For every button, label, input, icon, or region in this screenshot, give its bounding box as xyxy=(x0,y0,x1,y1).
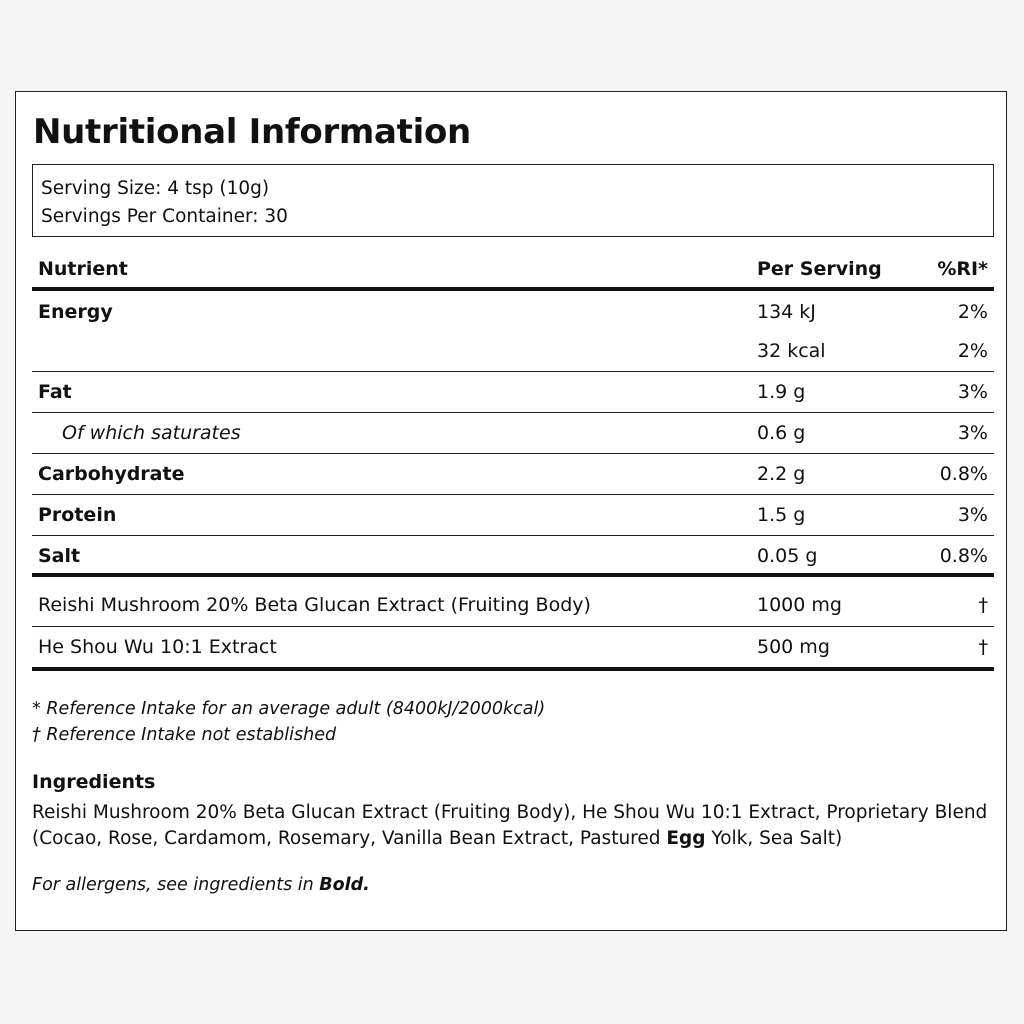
header-per-serving: Per Serving xyxy=(757,258,882,280)
nutrient-name: Carbohydrate xyxy=(38,463,185,485)
per-serving-value: 32 kcal xyxy=(757,340,826,362)
allergen-note xyxy=(32,872,370,898)
allergen-note-bold: Bold. xyxy=(319,875,370,895)
per-serving-value: 0.6 g xyxy=(757,422,806,444)
footnotes xyxy=(32,696,545,748)
table-row-energy-kcal xyxy=(32,332,994,372)
table-header-row xyxy=(32,249,994,291)
table-row-protein xyxy=(32,495,994,536)
table-row-saturates xyxy=(32,413,994,454)
ri-value: † xyxy=(978,636,988,658)
allergen-highlight: Egg xyxy=(666,828,706,849)
ingredients-heading: Ingredients xyxy=(32,771,156,793)
servings-per-container: Servings Per Container: 30 xyxy=(41,206,288,227)
nutrition-table xyxy=(32,249,994,671)
per-serving-value: 1000 mg xyxy=(757,594,842,616)
dagger-footnote: † Reference Intake not established xyxy=(32,725,337,745)
ingredients-list xyxy=(32,800,992,852)
ri-value: 2% xyxy=(957,301,988,323)
per-serving-value: 134 kJ xyxy=(757,301,816,323)
nutrient-name: Energy xyxy=(38,301,113,323)
per-serving-value: 1.5 g xyxy=(757,504,806,526)
ri-value: 3% xyxy=(957,504,988,526)
per-serving-value: 0.05 g xyxy=(757,545,818,567)
per-serving-value: 500 mg xyxy=(757,636,830,658)
table-row-fat xyxy=(32,372,994,413)
table-row-carbohydrate xyxy=(32,454,994,495)
nutrient-name: Salt xyxy=(38,545,81,567)
nutrient-name: Fat xyxy=(38,381,72,403)
ri-footnote: * Reference Intake for an average adult (8400kJ/2000kcal) xyxy=(32,699,546,719)
ingredients-text-end: Yolk, Sea Salt) xyxy=(705,828,843,849)
nutrient-name: Reishi Mushroom 20% Beta Glucan Extract (Fruiting Body) xyxy=(38,594,591,616)
table-row-he-shou-wu-extract xyxy=(32,627,994,671)
header-nutrient: Nutrient xyxy=(38,258,128,280)
serving-info-box xyxy=(32,164,994,237)
nutrient-name: Protein xyxy=(38,504,117,526)
nutrition-panel xyxy=(15,91,1007,931)
ingredients-text-start: Reishi Mushroom 20% Beta Glucan Extract (Fruiting Body), He Shou Wu 10:1 Extract, Proprietary Blend (Cocao, Rose, Cardamom, Rosemary, Vanilla Bean Extract, Pastured xyxy=(32,802,988,849)
nutrient-name: He Shou Wu 10:1 Extract xyxy=(38,636,277,658)
ri-value: 0.8% xyxy=(939,545,988,567)
allergen-note-text: For allergens, see ingredients in xyxy=(32,875,320,895)
ri-value: † xyxy=(978,594,988,616)
ri-value: 3% xyxy=(957,381,988,403)
ri-value: 3% xyxy=(957,422,988,444)
ri-value: 0.8% xyxy=(939,463,988,485)
table-row-salt xyxy=(32,536,994,577)
table-row-energy-kj xyxy=(32,291,994,332)
per-serving-value: 2.2 g xyxy=(757,463,806,485)
serving-size: Serving Size: 4 tsp (10g) xyxy=(41,178,270,199)
page-title: Nutritional Information xyxy=(33,112,471,152)
nutrient-name: Of which saturates xyxy=(62,422,241,444)
table-row-reishi-extract xyxy=(32,577,994,627)
header-ri: %RI* xyxy=(937,258,988,280)
ri-value: 2% xyxy=(957,340,988,362)
per-serving-value: 1.9 g xyxy=(757,381,806,403)
